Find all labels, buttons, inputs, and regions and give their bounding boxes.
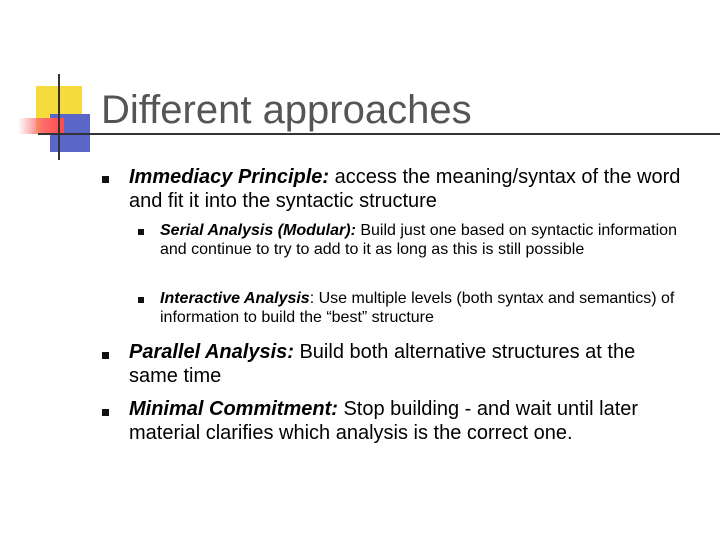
bullet-term: Immediacy Principle: bbox=[129, 166, 330, 188]
sub-bullet-interactive-analysis bbox=[160, 289, 700, 327]
bullet-parallel-analysis bbox=[129, 340, 689, 388]
bullet-square-icon bbox=[102, 409, 109, 416]
bullet-term: Minimal Commitment: bbox=[129, 398, 338, 420]
sub-bullet-text: Build just one based on syntactic information and continue to try to add to it as long as this is still possible bbox=[160, 222, 677, 258]
bullet-square-icon bbox=[102, 176, 109, 183]
sub-bullet-text: : Use multiple levels (both syntax and semantics) of information to build the “best” structure bbox=[160, 290, 675, 326]
bullet-square-icon bbox=[102, 352, 109, 359]
bullet-text: Stop building - and wait until later material clarifies which analysis is the correct one. bbox=[129, 398, 639, 444]
bullet-text: access the meaning/syntax of the word and fit it into the syntactic structure bbox=[129, 166, 681, 212]
sub-bullet-term: Serial Analysis (Modular): bbox=[160, 222, 356, 239]
sub-bullet-square-icon bbox=[138, 229, 144, 235]
decor-vertical-rule bbox=[58, 74, 60, 160]
bullet-minimal-commitment bbox=[129, 397, 699, 445]
bullet-text: Build both alternative structures at the same time bbox=[129, 341, 636, 387]
bullet-term: Parallel Analysis: bbox=[129, 341, 294, 363]
bullet-immediacy-principle bbox=[129, 165, 699, 213]
slide-title: Different approaches bbox=[101, 88, 472, 132]
sub-bullet-serial-analysis bbox=[160, 221, 695, 259]
sub-bullet-square-icon bbox=[138, 297, 144, 303]
sub-bullet-term: Interactive Analysis bbox=[160, 290, 310, 307]
